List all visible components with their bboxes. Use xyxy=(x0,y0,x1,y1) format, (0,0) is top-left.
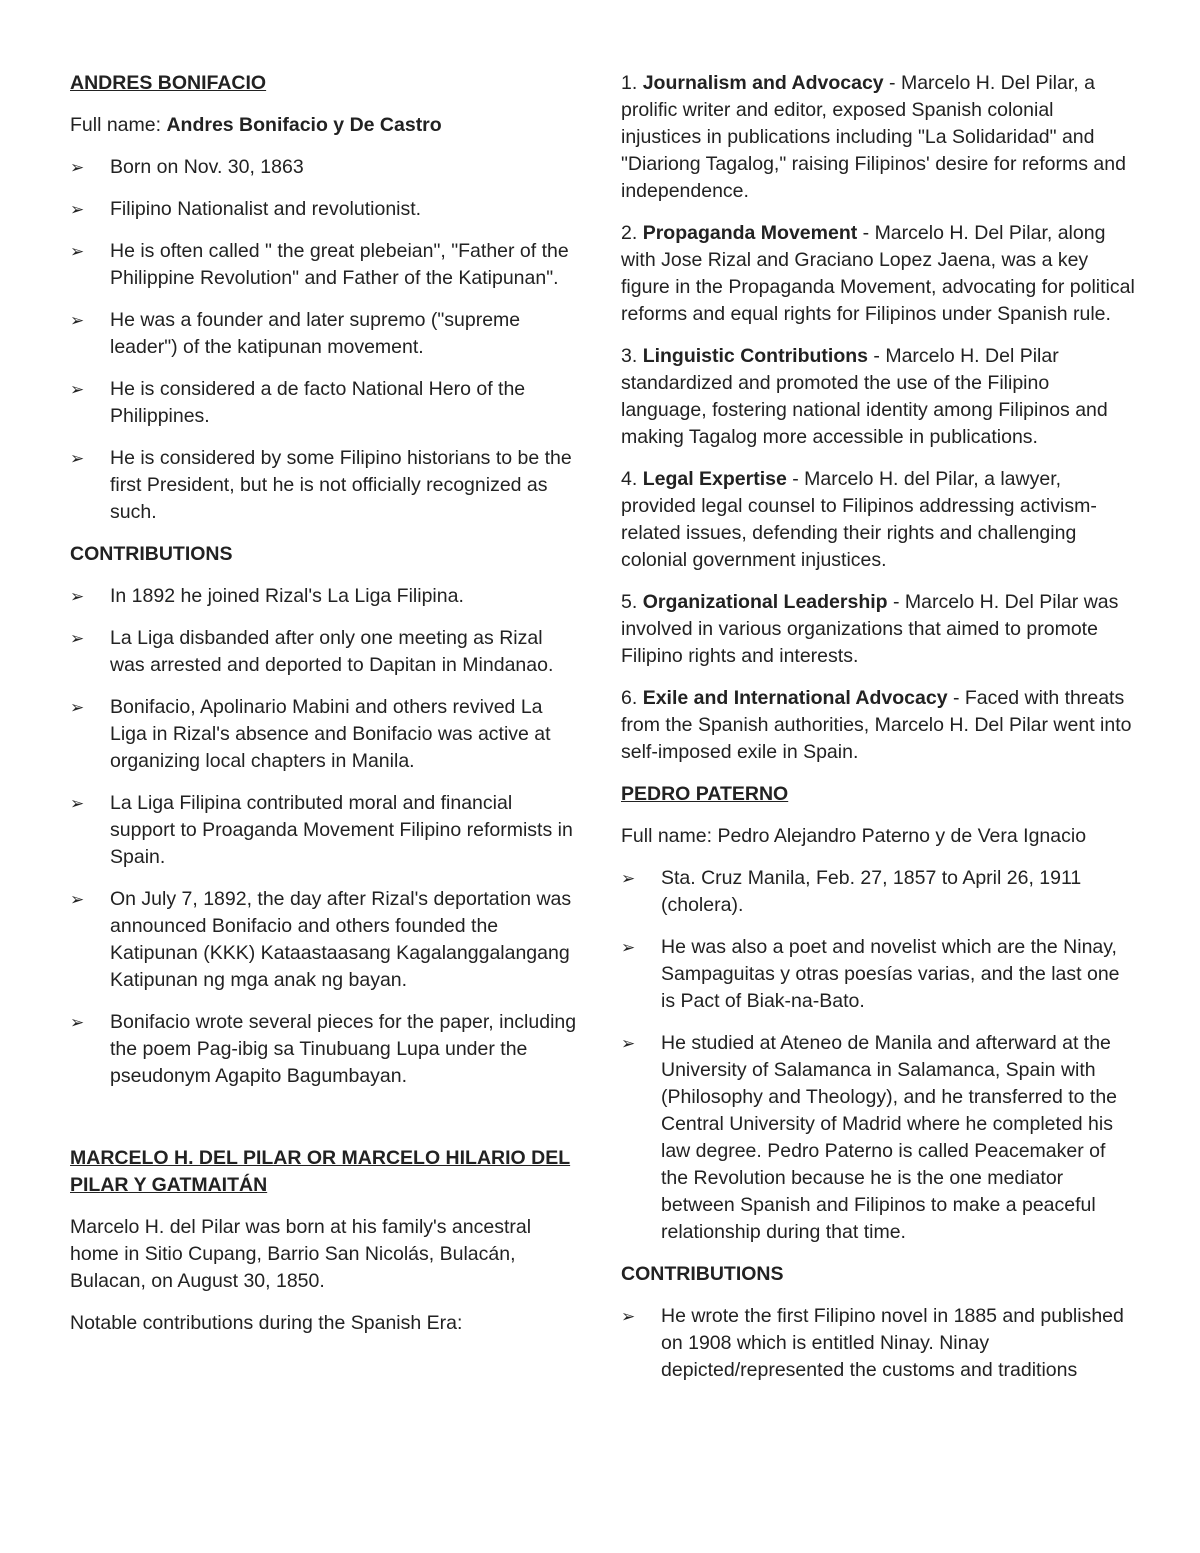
list-item xyxy=(621,1303,1136,1384)
arrow-bullet-icon: ➢ xyxy=(70,242,85,261)
list-item-text: He is often called " the great plebeian", "Father of the Philippine Revolution" and Father of the Katipunan". xyxy=(110,240,569,289)
item-number: 6. xyxy=(621,687,643,709)
list-item-text: He studied at Ateneo de Manila and afterward at the University of Salamanca in Salamanca, Spain with (Philosophy and Theology), and he transferred to the Central University of Madrid where he completed his law degree. Pedro Paterno is called Peacemaker of the Revolution because he is the one mediator between Spanish and Filipinos to make a peaceful relationship during that time. xyxy=(661,1032,1118,1243)
item-number: 4. xyxy=(621,468,643,490)
numbered-item xyxy=(621,589,1136,670)
arrow-bullet-icon: ➢ xyxy=(70,449,85,468)
paterno-heading: PEDRO PATERNO xyxy=(621,783,789,805)
arrow-bullet-icon: ➢ xyxy=(621,869,636,888)
fullname-value: Andres Bonifacio y De Castro xyxy=(166,114,442,136)
arrow-bullet-icon: ➢ xyxy=(621,1307,636,1326)
item-text: - Marcelo H. Del Pilar was involved in various organizations that aimed to promote Filipino rights and interests. xyxy=(621,591,1119,667)
list-item-text: Filipino Nationalist and revolutionist. xyxy=(110,198,422,220)
item-title: Propaganda Movement xyxy=(642,222,858,244)
item-number: 1. xyxy=(621,72,643,94)
numbered-item xyxy=(621,466,1136,574)
item-text: - Marcelo H. Del Pilar standardized and promoted the use of the Filipino language, fostering national identity among Filipinos and making Tagalog more accessible in publications. xyxy=(621,345,1108,448)
list-item-text: In 1892 he joined Rizal's La Liga Filipina. xyxy=(110,585,464,607)
list-item xyxy=(70,583,582,610)
item-title: Journalism and Advocacy xyxy=(642,72,884,94)
arrow-bullet-icon: ➢ xyxy=(621,1034,636,1053)
list-item-text: Born on Nov. 30, 1863 xyxy=(110,156,304,178)
numbered-item xyxy=(621,685,1136,766)
list-item-text: He is considered by some Filipino historians to be the first President, but he is not officially recognized as such. xyxy=(110,447,572,523)
list-item xyxy=(70,154,582,181)
numbered-item xyxy=(621,220,1136,328)
list-item xyxy=(70,376,582,430)
delpilar-birth-paragraph: Marcelo H. del Pilar was born at his family's ancestral home in Sitio Cupang, Barrio San Nicolás, Bulacán, Bulacan, on August 30, 1850. xyxy=(70,1216,532,1292)
list-item xyxy=(70,196,582,223)
list-item xyxy=(70,694,582,775)
list-item-text: Sta. Cruz Manila, Feb. 27, 1857 to April 26, 1911 (cholera). xyxy=(661,867,1082,916)
item-title: Organizational Leadership xyxy=(642,591,888,613)
list-item-text: La Liga Filipina contributed moral and financial support to Proaganda Movement Filipino reformists in Spain. xyxy=(110,792,573,868)
list-item xyxy=(70,445,582,526)
list-item xyxy=(621,865,1136,919)
arrow-bullet-icon: ➢ xyxy=(70,890,85,909)
arrow-bullet-icon: ➢ xyxy=(621,938,636,957)
list-item xyxy=(70,1009,582,1090)
item-number: 5. xyxy=(621,591,643,613)
item-text: - Marcelo H. Del Pilar, along with Jose Rizal and Graciano Lopez Jaena, was a key figure in the Propaganda Movement, advocating for political reforms and equal rights for Filipinos under Spanish rule. xyxy=(621,222,1135,325)
delpilar-notable-paragraph: Notable contributions during the Spanish Era: xyxy=(70,1312,463,1334)
list-item-text: He was also a poet and novelist which are the Ninay, Sampaguitas y otras poesías varias, and the last one is Pact of Biak-na-Bato. xyxy=(661,936,1120,1012)
list-item-text: La Liga disbanded after only one meeting as Rizal was arrested and deported to Dapitan in Mindanao. xyxy=(110,627,554,676)
arrow-bullet-icon: ➢ xyxy=(70,587,85,606)
item-number: 3. xyxy=(621,345,643,367)
arrow-bullet-icon: ➢ xyxy=(70,380,85,399)
list-item-text: Bonifacio wrote several pieces for the paper, including the poem Pag-ibig sa Tinubuang Lupa under the pseudonym Agapito Bagumbayan. xyxy=(110,1011,577,1087)
list-item-text: On July 7, 1892, the day after Rizal's deportation was announced Bonifacio and others founded the Katipunan (KKK) Kataastaasang Kagalanggalangang Katipunan ng mga anak ng bayan. xyxy=(110,888,572,991)
list-item xyxy=(70,238,582,292)
arrow-bullet-icon: ➢ xyxy=(70,1013,85,1032)
item-text: - Faced with threats from the Spanish authorities, Marcelo H. Del Pilar went into self-imposed exile in Spain. xyxy=(621,687,1132,763)
contributions-heading: CONTRIBUTIONS xyxy=(70,543,233,565)
paterno-fullname: Full name: Pedro Alejandro Paterno y de Vera Ignacio xyxy=(621,825,1087,847)
arrow-bullet-icon: ➢ xyxy=(70,698,85,717)
arrow-bullet-icon: ➢ xyxy=(70,311,85,330)
right-column xyxy=(621,70,1136,1399)
list-item-text: He is considered a de facto National Hero of the Philippines. xyxy=(110,378,526,427)
left-column xyxy=(70,70,582,1352)
bonifacio-fullname xyxy=(70,112,582,139)
arrow-bullet-icon: ➢ xyxy=(70,200,85,219)
arrow-bullet-icon: ➢ xyxy=(70,629,85,648)
list-item xyxy=(621,934,1136,1015)
list-item xyxy=(70,625,582,679)
list-item xyxy=(70,886,582,994)
fullname-label: Full name: xyxy=(70,114,167,136)
list-item xyxy=(70,790,582,871)
numbered-item xyxy=(621,70,1136,205)
item-title: Exile and International Advocacy xyxy=(642,687,948,709)
item-title: Legal Expertise xyxy=(642,468,787,490)
arrow-bullet-icon: ➢ xyxy=(70,158,85,177)
item-title: Linguistic Contributions xyxy=(642,345,868,367)
list-item xyxy=(621,1030,1136,1246)
spacer xyxy=(70,1105,582,1145)
item-number: 2. xyxy=(621,222,643,244)
list-item-text: He wrote the first Filipino novel in 1885 and published on 1908 which is entitled Ninay. Ninay depicted/represented the customs and traditions xyxy=(661,1305,1124,1381)
list-item-text: He was a founder and later supremo ("supreme leader") of the katipunan movement. xyxy=(110,309,521,358)
arrow-bullet-icon: ➢ xyxy=(70,794,85,813)
bonifacio-heading: ANDRES BONIFACIO xyxy=(70,72,267,94)
delpilar-heading: MARCELO H. DEL PILAR OR MARCELO HILARIO DEL PILAR Y GATMAITÁN xyxy=(70,1147,571,1196)
list-item xyxy=(70,307,582,361)
contributions-heading: CONTRIBUTIONS xyxy=(621,1263,784,1285)
item-text: - Marcelo H. del Pilar, a lawyer, provided legal counsel to Filipinos addressing activism-related issues, defending their rights and challenging colonial government injustices. xyxy=(621,468,1097,571)
list-item-text: Bonifacio, Apolinario Mabini and others revived La Liga in Rizal's absence and Bonifacio was active at organizing local chapters in Manila. xyxy=(110,696,551,772)
item-text: - Marcelo H. Del Pilar, a prolific writer and editor, exposed Spanish colonial injustices in publications including "La Solidaridad" and "Diariong Tagalog," raising Filipinos' desire for reforms and independence. xyxy=(621,72,1126,202)
numbered-item xyxy=(621,343,1136,451)
